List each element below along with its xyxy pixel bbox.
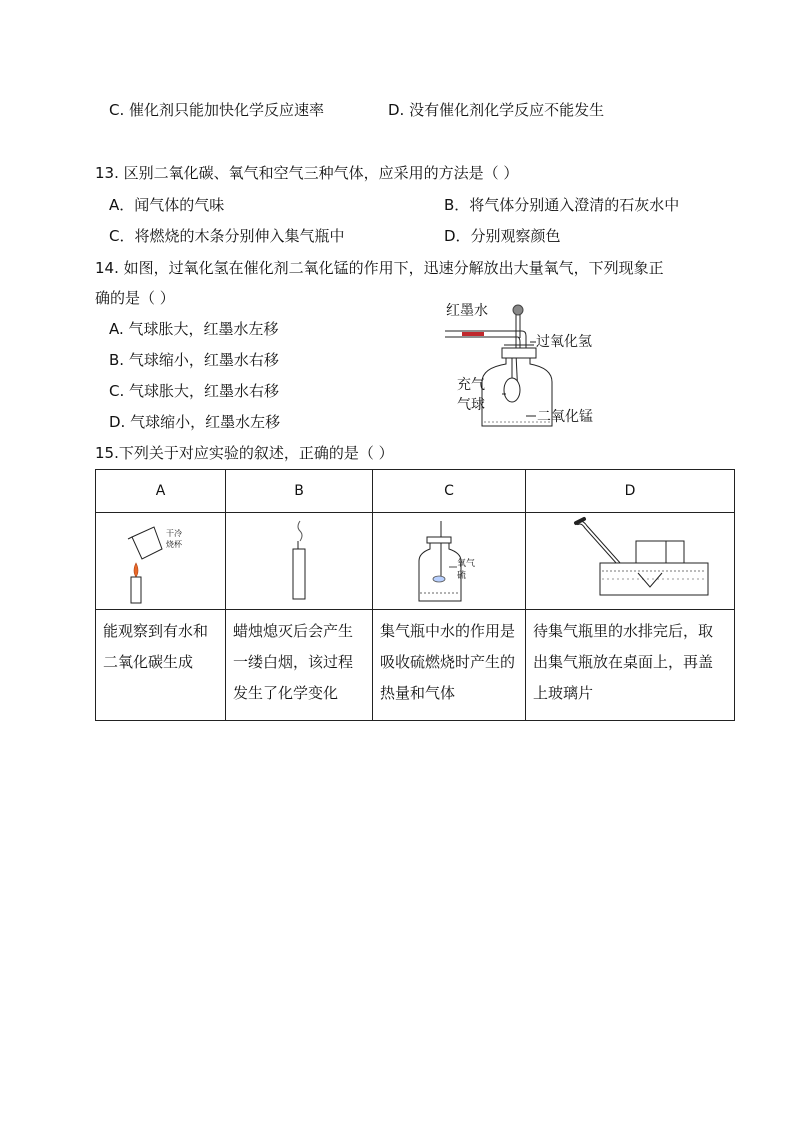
q12-option-d: D. 没有催化剂化学反应不能发生 <box>388 101 605 119</box>
oxygen-label: 氧气 <box>457 559 476 569</box>
q13-option-d: D．分别观察颜色 <box>444 227 561 245</box>
figure-cell-b <box>226 513 373 610</box>
table-text-row <box>96 610 735 721</box>
cell-b-text: 蜡烛熄灭后会产生一缕白烟，该过程发生了化学变化 <box>226 610 373 721</box>
figure-cell-a <box>96 513 226 610</box>
label-hydrogen-peroxide: 过氧化氢 <box>536 334 592 350</box>
candle-beaker-figure <box>96 515 226 607</box>
sulfur-oxygen-bottle-figure <box>373 515 526 607</box>
q14-option-c: C. 气球胀大，红墨水右移 <box>109 382 280 400</box>
water-displacement-figure <box>526 513 735 605</box>
header-a: A <box>96 470 226 513</box>
cell-a-text: 能观察到有水和二氧化碳生成 <box>96 610 226 721</box>
q14-stem-line2: 确的是（ ） <box>95 289 175 307</box>
sulfur-label: 硫 <box>457 571 467 581</box>
extinguished-candle-figure <box>226 513 373 605</box>
q14-option-d: D. 气球缩小，红墨水左移 <box>109 413 281 431</box>
header-d: D <box>526 470 735 513</box>
cell-d-text: 待集气瓶里的水排完后，取出集气瓶放在桌面上，再盖上玻璃片 <box>526 610 735 721</box>
q13-option-c: C．将燃烧的木条分别伸入集气瓶中 <box>109 227 345 245</box>
figure-cell-d <box>526 513 735 610</box>
label-red-ink: 红墨水 <box>446 303 488 319</box>
beaker-label-1: 干冷 <box>166 529 182 538</box>
red-ink-drop <box>462 332 484 336</box>
label-manganese-dioxide: 二氧化锰 <box>537 409 593 425</box>
beaker-label-2: 烧杯 <box>166 540 182 549</box>
q12-option-c: C. 催化剂只能加快化学反应速率 <box>109 101 325 119</box>
q13-stem: 13. 区别二氧化碳、氧气和空气三种气体，应采用的方法是（ ） <box>95 164 519 182</box>
table-figure-row <box>96 513 735 610</box>
header-c: C <box>373 470 526 513</box>
header-b: B <box>226 470 373 513</box>
q14-stem-line1: 14. 如图，过氧化氢在催化剂二氧化锰的作用下，迅速分解放出大量氧气，下列现象正 <box>95 259 664 277</box>
q14-option-a: A. 气球胀大，红墨水左移 <box>109 320 279 338</box>
figure-cell-c <box>373 513 526 610</box>
label-balloon-line2: 气球 <box>457 397 485 413</box>
experiment-table <box>95 469 735 721</box>
q15-stem: 15.下列关于对应实验的叙述，正确的是（ ） <box>95 444 394 462</box>
table-header-row <box>96 470 735 513</box>
q14-option-b: B. 气球缩小，红墨水右移 <box>109 351 279 369</box>
label-balloon-line1: 充气 <box>457 377 485 393</box>
q13-option-b: B．将气体分别通入澄清的石灰水中 <box>444 196 680 214</box>
cell-c-text: 集气瓶中水的作用是吸收硫燃烧时产生的热量和气体 <box>373 610 526 721</box>
q13-option-a: A．闻气体的气味 <box>109 196 225 214</box>
